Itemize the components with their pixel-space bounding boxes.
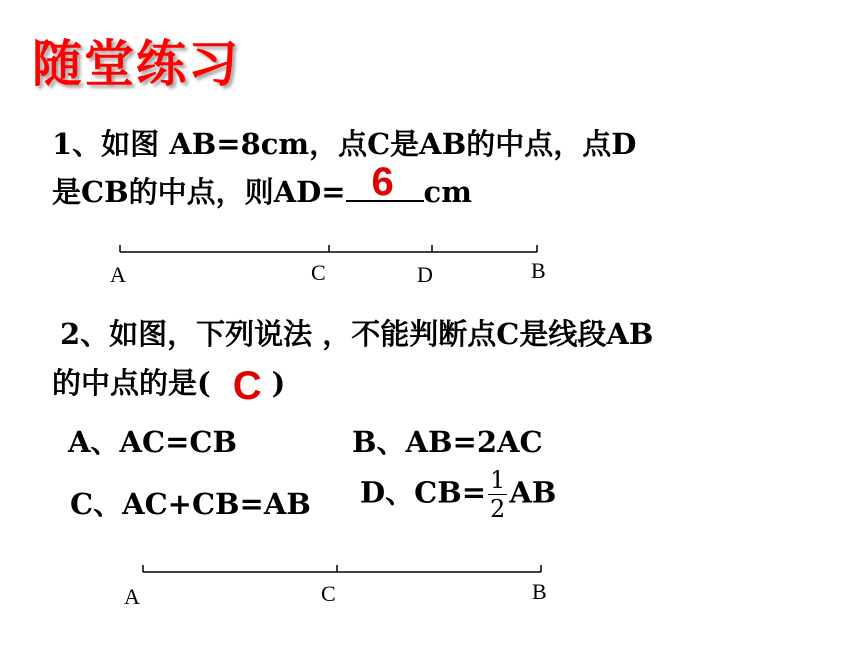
question-2-prefix: 的中点的是( <box>52 366 211 400</box>
option-c: C、AC+CB=AB <box>70 487 311 521</box>
point-label-c-2: C <box>321 581 336 606</box>
point-label-a-2: A <box>124 584 140 609</box>
point-label-a-1: A <box>110 262 126 287</box>
question-1-prefix: 是CB的中点，则AD= <box>52 175 346 209</box>
question-2-line-1: 2、如图，下列说法 ，不能判断点C是线段AB <box>60 317 654 351</box>
fraction-denominator: 2 <box>490 495 506 523</box>
option-d-prefix: D、CB= <box>360 475 487 510</box>
page-title: 随堂练习 <box>32 35 240 93</box>
question-2-line-2 <box>52 358 286 408</box>
question-2-suffix: ) <box>271 366 286 400</box>
point-label-b-2: B <box>532 579 547 604</box>
answer-2: C <box>232 364 262 408</box>
option-a: A、AC=CB <box>68 425 237 459</box>
question-1-suffix: cm <box>423 175 472 209</box>
point-label-c-1: C <box>311 260 326 285</box>
fraction-one-half <box>488 468 507 521</box>
answer-1: 6 <box>371 160 394 204</box>
option-d <box>360 468 556 521</box>
point-label-d-1: D <box>417 262 433 287</box>
option-b: B、AB=2AC <box>352 425 543 459</box>
fraction-numerator: 1 <box>490 466 506 494</box>
question-1-line-1: 1、如图 AB=8cm，点C是AB的中点，点D <box>52 127 637 161</box>
point-label-b-1: B <box>531 258 546 283</box>
option-d-suffix: AB <box>509 475 557 510</box>
